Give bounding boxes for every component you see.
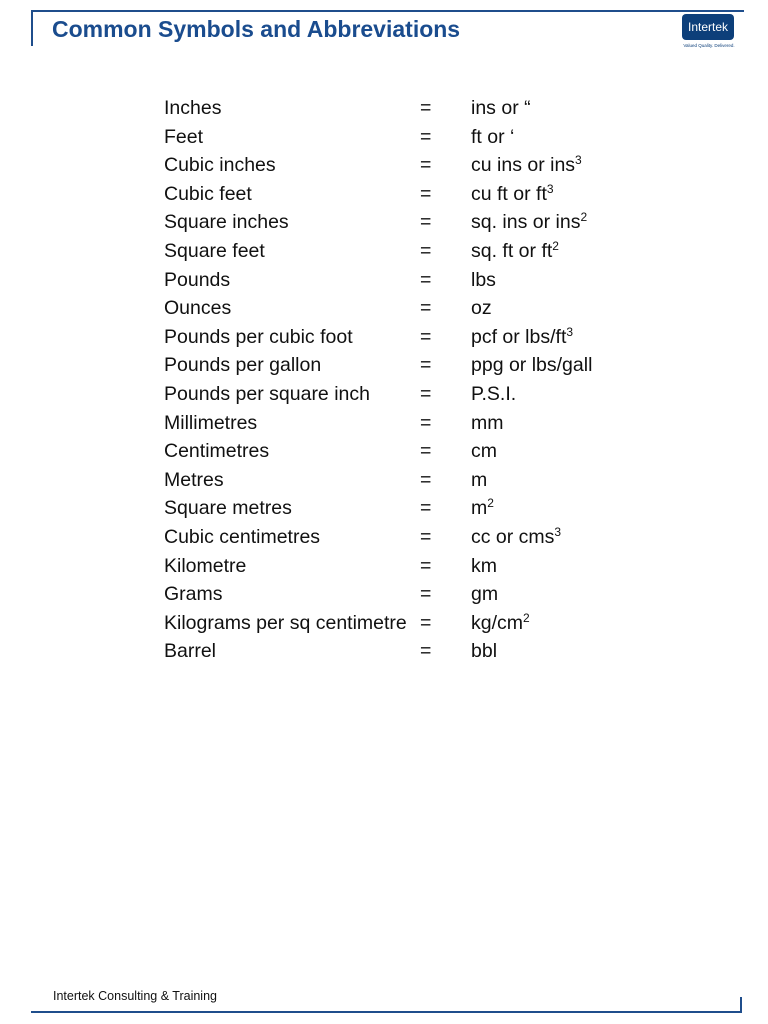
term: Feet — [164, 125, 204, 148]
equals-sign: = — [420, 611, 432, 634]
abbreviation-text: kg/cm — [471, 611, 524, 634]
term: Pounds per square inch — [164, 382, 370, 405]
term: Grams — [164, 583, 223, 606]
footer-frame-right — [740, 997, 742, 1013]
term: Square feet — [164, 239, 265, 262]
term: Cubic centimetres — [164, 525, 321, 548]
abbreviation — [471, 497, 494, 520]
equals-sign: = — [420, 154, 432, 177]
term: Pounds per gallon — [164, 354, 322, 377]
header-frame-top — [31, 10, 744, 12]
page-title: Common Symbols and Abbreviations — [52, 16, 461, 42]
abbreviation-superscript: 3 — [546, 181, 554, 196]
abbreviation-superscript: 3 — [575, 153, 582, 168]
abbreviation — [471, 440, 497, 463]
abbreviation — [471, 211, 587, 234]
abbreviation — [471, 383, 516, 406]
term: Centimetres — [164, 440, 270, 463]
abbreviation-text: sq. ft or ft — [471, 239, 553, 262]
abbreviation-text: cm — [471, 440, 497, 463]
abbreviation-superscript: 3 — [554, 524, 562, 539]
abbreviation-superscript: 2 — [580, 210, 588, 225]
abbreviation-text: oz — [471, 297, 492, 320]
equals-sign: = — [420, 182, 432, 205]
term: Cubic inches — [164, 154, 276, 177]
equals-sign: = — [420, 268, 432, 291]
abbreviation — [471, 583, 498, 606]
abbreviation-text: P.S.I. — [471, 382, 517, 405]
equals-sign: = — [420, 239, 432, 262]
abbreviation-superscript: 2 — [552, 238, 559, 253]
abbreviation — [471, 555, 497, 578]
abbreviation-text: ppg or lbs/gall — [471, 354, 593, 377]
equals-sign: = — [420, 354, 432, 377]
term: Ounces — [164, 297, 232, 320]
term: Pounds per cubic foot — [164, 325, 353, 348]
abbreviation-text: ins or “ — [471, 97, 531, 119]
term: Square metres — [164, 497, 292, 520]
equals-sign: = — [420, 411, 432, 434]
abbreviation — [471, 126, 514, 149]
equals-sign: = — [420, 554, 432, 577]
abbreviation — [471, 354, 592, 377]
abbreviation-superscript: 2 — [523, 610, 530, 625]
abbreviation-text: km — [471, 554, 497, 577]
abbreviation-text: cu ft or ft — [471, 182, 547, 205]
equals-sign: = — [420, 583, 432, 606]
equals-sign: = — [420, 525, 432, 548]
term: Pounds — [164, 268, 231, 291]
abbreviation-text: mm — [471, 411, 504, 434]
abbreviation — [471, 97, 531, 120]
abbreviation — [471, 154, 582, 177]
abbreviation — [471, 612, 530, 635]
equals-sign: = — [420, 497, 432, 520]
equals-sign: = — [420, 440, 432, 463]
abbreviation — [471, 640, 497, 663]
term: Square inches — [164, 211, 289, 234]
equals-sign: = — [420, 211, 432, 234]
term: Barrel — [164, 640, 217, 663]
logo-tagline: Valued Quality. Delivered. — [683, 43, 735, 48]
abbreviation-text: cu ins or ins — [471, 154, 576, 177]
term: Inches — [164, 97, 222, 119]
term: Kilometre — [164, 554, 247, 577]
abbreviation-superscript: 2 — [487, 496, 494, 511]
intertek-logo — [682, 14, 736, 54]
abbreviation-text: cc or cms — [471, 525, 555, 548]
equals-sign: = — [420, 468, 432, 491]
abbreviation-text: bbl — [471, 640, 498, 663]
abbreviation-text: ft or ‘ — [471, 125, 515, 148]
footer-frame-bottom — [31, 1011, 742, 1013]
equals-sign: = — [420, 640, 432, 663]
abbreviation — [471, 469, 487, 492]
term: Kilograms per sq centimetre — [164, 611, 407, 634]
equals-sign: = — [420, 325, 432, 348]
abbreviation — [471, 412, 504, 435]
abbreviation — [471, 183, 554, 206]
abbreviation — [471, 326, 573, 349]
term: Metres — [164, 468, 224, 491]
header-frame-left — [31, 10, 33, 46]
abbreviation — [471, 526, 561, 549]
equals-sign: = — [420, 382, 432, 405]
abbreviation — [471, 240, 559, 263]
abbreviation-text: pcf or lbs/ft — [471, 325, 567, 348]
abbreviation — [471, 269, 496, 292]
abbreviation — [471, 297, 492, 320]
abbreviation-text: lbs — [471, 268, 496, 291]
term: Millimetres — [164, 411, 258, 434]
abbreviation-text: m — [471, 497, 488, 520]
term: Cubic feet — [164, 182, 252, 205]
equals-sign: = — [420, 125, 432, 148]
equals-sign: = — [420, 97, 432, 119]
abbreviation-text: m — [471, 468, 488, 491]
equals-sign: = — [420, 297, 432, 320]
abbreviation-text: sq. ins or ins — [471, 211, 581, 234]
abbreviation-text: gm — [471, 583, 499, 606]
abbreviation-superscript: 3 — [566, 324, 574, 339]
footer-text: Intertek Consulting & Training — [53, 989, 217, 1003]
logo-wordmark: Intertek — [682, 14, 734, 40]
